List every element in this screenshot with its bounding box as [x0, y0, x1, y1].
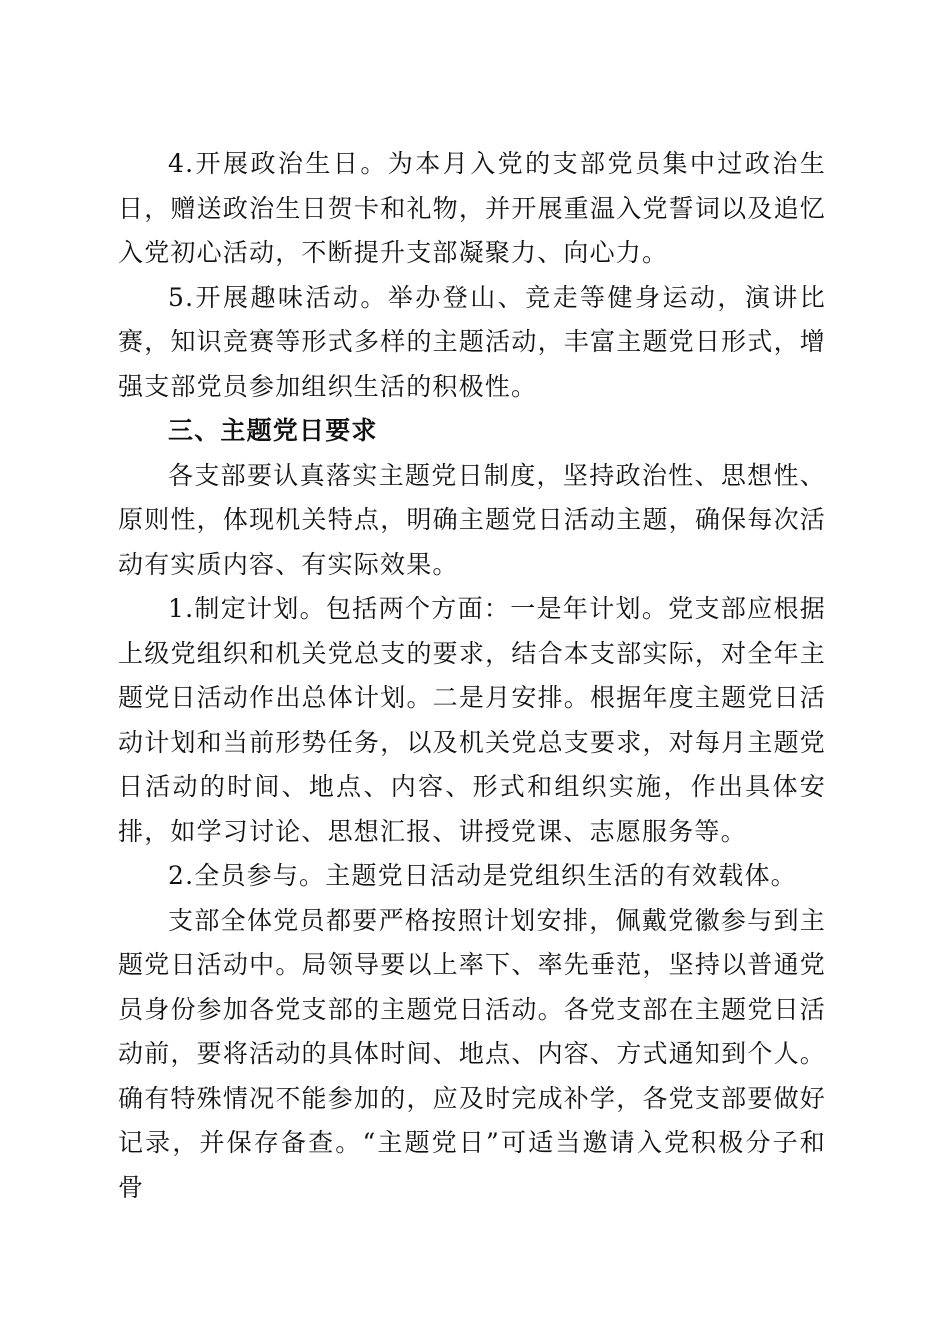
document-body	[118, 142, 826, 1210]
paragraph-make-plan: 1.制定计划。包括两个方面：一是年计划。党支部应根据上级党组织和机关党总支的要求，结合本支部实际，对全年主题党日活动作出总体计划。二是月安排。根据年度主题党日活动计划和当前形势任务，以及机关党总支要求，对每月主题党日活动的时间、地点、内容、形式和组织实施，作出具体安排，如学习讨论、思想汇报、讲授党课、志愿服务等。	[118, 594, 826, 846]
paragraph-political-birthday: 4.开展政治生日。为本月入党的支部党员集中过政治生日，赠送政治生日贺卡和礼物，并开展重温入党誓词以及追忆入党初心活动，不断提升支部凝聚力、向心力。	[118, 149, 826, 267]
paragraph-all-members: 支部全体党员都要严格按照计划安排，佩戴党徽参与到主题党日活动中。局领导要以上率下、率先垂范，坚持以普通党员身份参加各党支部的主题党日活动。各党支部在主题党日活动前，要将活动的具体时间、地点、内容、方式通知到个人。确有特殊情况不能参加的，应及时完成补学，各党支部要做好记录，并保存备查。“主题党日”可适当邀请入党积极分子和骨	[118, 905, 826, 1202]
section-heading-requirements: 三、主题党日要求	[168, 416, 378, 445]
paragraph-full-participation: 2.全员参与。主题党日活动是党组织生活的有效载体。	[168, 861, 797, 890]
paragraph-requirements-intro: 各支部要认真落实主题党日制度，坚持政治性、思想性、原则性，体现机关特点，明确主题党日活动主题，确保每次活动有实质内容、有实际效果。	[118, 460, 826, 579]
paragraph-fun-activities: 5.开展趣味活动。举办登山、竞走等健身运动，演讲比赛，知识竞赛等形式多样的主题活动，丰富主题党日形式，增强支部党员参加组织生活的积极性。	[118, 282, 826, 401]
